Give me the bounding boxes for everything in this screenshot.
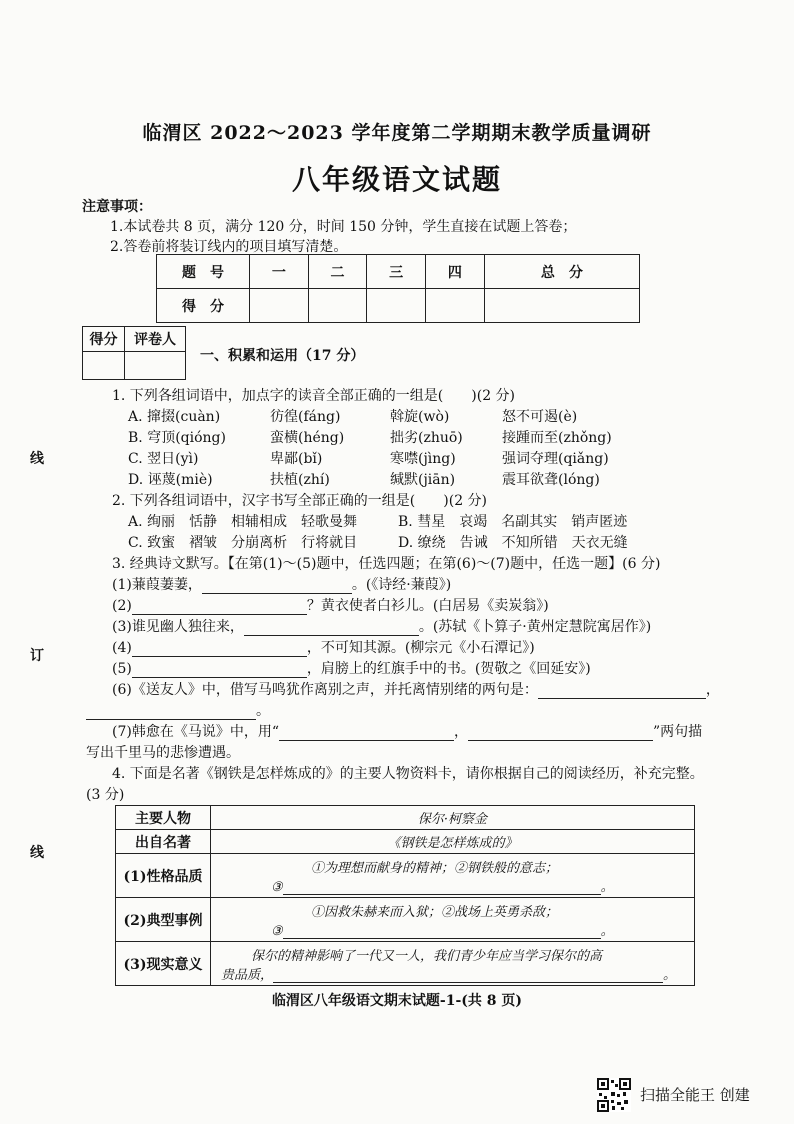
qr-code-icon	[597, 1078, 631, 1112]
score-header-cell: 二	[308, 255, 367, 289]
q4-score: (3 分)	[86, 787, 125, 803]
notes-heading: 注意事项：	[82, 199, 152, 215]
exam-subtitle: 八年级语文试题	[291, 163, 502, 196]
card-label: (3)现实意义	[116, 942, 211, 986]
q3-item-3: (3)谁见幽人独往来， 。(苏轼《卜算子·黄州定慧院寓居作》)	[112, 619, 652, 635]
score-input-cell[interactable]	[250, 289, 309, 323]
score-header-cell: 总 分	[484, 255, 639, 289]
answer-blank[interactable]	[279, 726, 454, 741]
score-header-cell: 三	[367, 255, 426, 289]
score-input-cell[interactable]	[367, 289, 426, 323]
grader-name-label: 评卷人	[125, 327, 186, 352]
section-1-title: 一、积累和运用（17 分）	[200, 348, 365, 364]
grader-name-input[interactable]	[125, 352, 186, 380]
answer-blank[interactable]	[538, 684, 706, 699]
margin-mark: 订	[30, 648, 44, 664]
score-header-cell: 一	[250, 255, 309, 289]
margin-mark: 线	[30, 451, 44, 467]
answer-blank[interactable]	[283, 880, 601, 895]
score-header-cell: 题 号	[157, 255, 250, 289]
page-footer: 临渭区八年级语文期末试题-1-(共 8 页)	[271, 993, 523, 1009]
card-value: 保尔·柯察金	[211, 806, 695, 830]
card-trait-cell: ①为理想而献身的精神；②钢铁般的意志； ③ 。	[211, 854, 695, 898]
character-card	[115, 805, 695, 986]
card-value: ①为理想而献身的精神；②钢铁般的意志；	[311, 860, 559, 876]
grader-score-input[interactable]	[83, 352, 125, 380]
answer-blank[interactable]	[283, 924, 601, 939]
exam-title: 临渭区 2022～2023 学年度第二学期期末教学质量调研	[142, 122, 652, 144]
card-label: (1)性格品质	[116, 854, 211, 898]
score-header-cell: 四	[426, 255, 485, 289]
q2-stem: 2. 下列各组词语中，汉字书写全部正确的一组是( )(2 分)	[112, 493, 488, 509]
q3-item-4: (4) ，不可知其源。(柳宗元《小石潭记》)	[112, 640, 535, 656]
answer-blank[interactable]	[202, 579, 352, 594]
margin-mark: 线	[30, 845, 44, 861]
q3-item-7: (7)韩愈在《马说》中，用“ ， ”两句描	[112, 724, 703, 740]
card-value: 《钢铁是怎样炼成的》	[211, 830, 695, 854]
card-label: (2)典型事例	[116, 898, 211, 942]
score-row-label: 得 分	[157, 289, 250, 323]
note-item-2: 2.答卷前将装订线内的项目填写清楚。	[110, 239, 348, 255]
answer-blank[interactable]	[244, 621, 419, 636]
q3-item-6-line2: 。	[86, 700, 270, 720]
answer-blank[interactable]	[86, 705, 256, 720]
answer-blank[interactable]	[273, 968, 663, 983]
q4-stem: 4. 下面是名著《钢铁是怎样炼成的》的主要人物资料卡，请你根据自己的阅读经历，补充完整。	[112, 766, 704, 782]
score-input-cell[interactable]	[484, 289, 639, 323]
q3-stem: 3. 经典诗文默写。【在第(1)～(5)题中，任选四题；在第(6)～(7)题中，任选一题】(6 分)	[112, 556, 661, 572]
score-table	[156, 254, 640, 323]
scanner-watermark: 扫描全能王 创建	[640, 1086, 750, 1104]
card-deed-cell: ①因救朱赫来而入狱；②战场上英勇杀敌； ③ 。	[211, 898, 695, 942]
score-input-cell[interactable]	[308, 289, 367, 323]
card-label: 主要人物	[116, 806, 211, 830]
answer-blank[interactable]	[132, 600, 307, 615]
q3-item-2: (2) ？黄衣使者白衫儿。(白居易《卖炭翁》)	[112, 598, 549, 614]
card-meaning-cell: 保尔的精神影响了一代又一人，我们青少年应当学习保尔的高 贵品质， 。	[211, 942, 695, 986]
q3-item-5: (5) ，肩膀上的红旗手中的书。(贺敬之《回延安》)	[112, 661, 591, 677]
card-value: 保尔的精神影响了一代又一人，我们青少年应当学习保尔的高	[251, 948, 603, 964]
q3-item-7-line2: 写出千里马的悲惨遭遇。	[86, 745, 240, 761]
q3-item-1: (1)蒹葭萋萋， 。(《诗经·蒹葭》)	[112, 577, 452, 593]
card-value: ①因救朱赫来而入狱；②战场上英勇杀敌；	[311, 904, 559, 920]
q1-stem: 1. 下列各组词语中，加点字的读音全部正确的一组是( )(2 分)	[112, 388, 516, 404]
answer-blank[interactable]	[132, 642, 307, 657]
exam-page: 临渭区 2022～2023 学年度第二学期期末教学质量调研 八年级语文试题 注意事项： 1.本试卷共 8 页，满分 120 分，时间 150 分钟，学生直接在试题上答卷； 2.答卷前将装订线内的项目填写清楚。 线 订 线 题 号 一 二 三 四 总 分 得 分 得分 评卷人 一、积累和运用（17 分） 1. 下列各组词语中，加点字的读音全部正确的一组是( )(2 分) A. 撺掇(cuàn) 彷徨(fáng) 斡旋(wò) 怒不可遏(è) B. 穹顶(qióng) 蛮横(héng) 拙劣(zhuō) 接踵而至(zhǒng) C. 翌日(yì) 卑鄙(bǐ) 寒噤(jìng) 强词夺理(qiǎng) D. 诬蔑(miè) 扶植(zhí) 缄默(jiān) 震耳欲聋(lóng) 2. 下列各组词语中，汉字书写全部正确的一组是( )(2 分) A. 绚丽 恬静 相辅相成 轻歌曼舞 B. 彗星 哀竭 名副其实 销声匿迹 C. 致蜜 褶皱 分崩离析 行将就目 D. 缭绕 告诫 不知所错 天衣无缝 3. 经典诗文默写。【在第(1)～(5)题中，任选四题；在第(6)～(7)题中，任选一题】(6 分) (1)蒹葭萋萋， 。(《诗经·蒹葭》) (2) ？黄衣使者白衫儿。(白居易《卖炭翁》) (3)谁见幽人独往来， 。(苏轼《卜算子·黄州定慧院寓居作》) (4) ，不可知其源。(柳宗元《小石潭记》) (5) ，肩膀上的红旗手中的书。(贺敬之《回延安》) (6)《送友人》中，借写马鸣犹作离别之声，并托离情别绪的两句是： ， 。 (7)韩愈在《马说》中，用“ ， ”两句描 写出千里马的悲惨遭遇。 4. 下面是名著《钢铁是怎样炼成的》的主要人物资料卡，请你根据自己的阅读经历，补充完整。 (3 分) 主要人物 保尔·柯察金 出自名著 《钢铁是怎样炼成的》 (1)性格品质 ①为理想而献身的精神；②钢铁般的意志； ③ 。 (2)典型事例 ①因救朱赫来而入狱；②战场上英勇杀敌； ③ 。 (3)现实意义 保尔的精神影响了一代又一人，我们青少年应当学习保尔的高 贵品质， 。 临渭区八年级语文期末试题-1-(共 8 页) 扫描全能王 创建	[0, 0, 794, 1124]
q3-item-6: (6)《送友人》中，借写马鸣犹作离别之声，并托离情别绪的两句是： ，	[112, 682, 720, 698]
note-item-1: 1.本试卷共 8 页，满分 120 分，时间 150 分钟，学生直接在试题上答卷；	[110, 219, 577, 235]
score-input-cell[interactable]	[426, 289, 485, 323]
card-label: 出自名著	[116, 830, 211, 854]
answer-blank[interactable]	[132, 663, 307, 678]
grader-score-label: 得分	[83, 327, 125, 352]
answer-blank[interactable]	[468, 726, 653, 741]
grader-box	[82, 326, 186, 380]
